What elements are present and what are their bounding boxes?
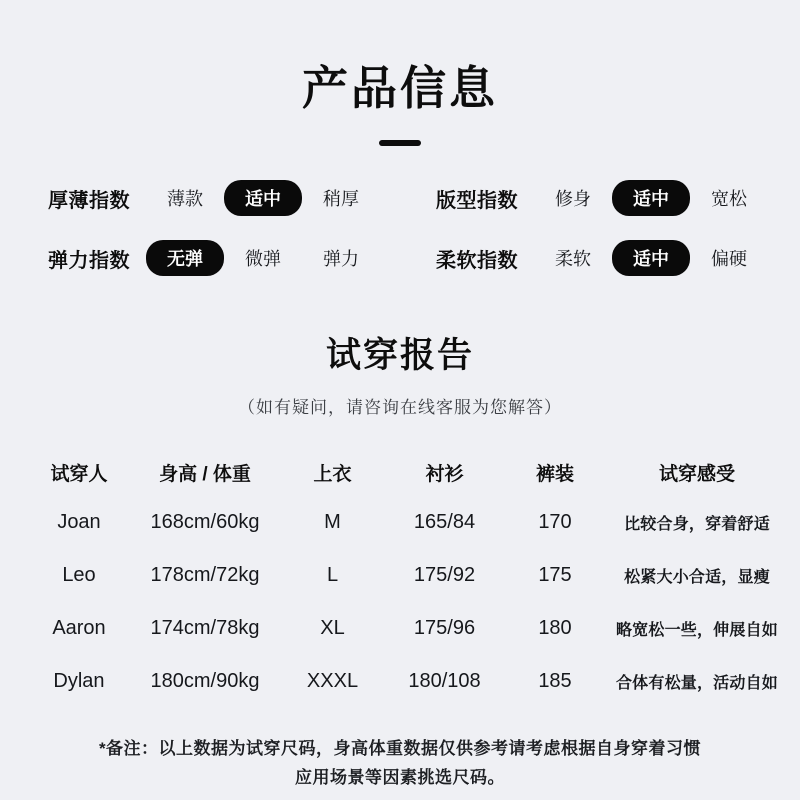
footnote xyxy=(0,734,800,792)
index-row xyxy=(0,168,800,228)
index-options xyxy=(534,180,768,216)
cell-pants: 185 xyxy=(538,670,572,692)
column-header-feel: 试穿感受 xyxy=(658,463,735,485)
title-dash-divider xyxy=(379,140,421,146)
index-option: 薄款 xyxy=(167,189,203,209)
index-option-selected: 适中 xyxy=(612,240,690,276)
index-section xyxy=(0,168,800,288)
index-options xyxy=(146,240,380,276)
index-option: 柔软 xyxy=(555,249,591,269)
table-row xyxy=(20,549,780,602)
fitting-report-table xyxy=(20,448,780,708)
column-header-tester: 试穿人 xyxy=(50,463,108,485)
column-header-height-weight: 身高 / 体重 xyxy=(159,463,251,485)
cell-tester: Aaron xyxy=(52,617,106,639)
index-options xyxy=(146,180,380,216)
index-option: 稍厚 xyxy=(323,189,359,209)
index-group-fit xyxy=(400,168,800,228)
cell-top: L xyxy=(326,564,339,586)
cell-tester: Leo xyxy=(62,564,96,586)
cell-pants: 180 xyxy=(538,617,572,639)
table-row xyxy=(20,602,780,655)
index-option: 微弹 xyxy=(245,249,281,269)
cell-tester: Joan xyxy=(57,511,101,533)
cell-shirt: 175/92 xyxy=(413,564,476,586)
cell-height-weight: 168cm/60kg xyxy=(150,511,260,533)
index-group-softness xyxy=(400,228,800,288)
table-row xyxy=(20,496,780,549)
cell-shirt: 180/108 xyxy=(408,670,481,692)
cell-tester: Dylan xyxy=(53,670,105,692)
cell-shirt: 165/84 xyxy=(413,511,476,533)
index-option: 修身 xyxy=(555,189,591,209)
column-header-pants: 裤装 xyxy=(535,463,574,485)
index-option: 弹力 xyxy=(323,249,359,269)
cell-feel: 松紧大小合适，显瘦 xyxy=(624,569,770,586)
cell-height-weight: 180cm/90kg xyxy=(150,670,260,692)
cell-pants: 175 xyxy=(538,564,572,586)
cell-height-weight: 174cm/78kg xyxy=(150,617,260,639)
index-group-thickness xyxy=(0,168,400,228)
cell-pants: 170 xyxy=(538,511,572,533)
index-label: 厚薄指数 xyxy=(48,189,130,212)
report-title: 试穿报告 xyxy=(325,336,474,375)
cell-top: M xyxy=(324,511,341,533)
index-option: 宽松 xyxy=(711,189,747,209)
column-header-top: 上衣 xyxy=(313,463,352,485)
index-options xyxy=(534,240,768,276)
report-subtitle: （如有疑问，请咨询在线客服为您解答） xyxy=(238,398,562,417)
cell-height-weight: 178cm/72kg xyxy=(150,564,260,586)
index-row xyxy=(0,228,800,288)
cell-shirt: 175/96 xyxy=(413,617,476,639)
index-option: 偏硬 xyxy=(711,249,747,269)
table-row xyxy=(20,655,780,708)
page-title: 产品信息 xyxy=(302,62,498,114)
cell-top: XL xyxy=(320,617,345,639)
index-group-elasticity xyxy=(0,228,400,288)
footnote-line1: *备注：以上数据为试穿尺码，身高体重数据仅供参考请考虑根据自身穿着习惯 xyxy=(98,739,702,758)
cell-feel: 比较合身，穿着舒适 xyxy=(624,516,770,533)
table-header-row xyxy=(20,448,780,496)
cell-top: XXXL xyxy=(306,670,359,692)
index-label: 柔软指数 xyxy=(436,249,518,272)
cell-feel: 合体有松量，活动自如 xyxy=(615,675,778,692)
footnote-line2: 应用场景等因素挑选尺码。 xyxy=(295,768,505,787)
index-option-selected: 无弹 xyxy=(146,240,224,276)
index-label: 版型指数 xyxy=(436,189,518,212)
column-header-shirt: 衬衫 xyxy=(425,463,464,485)
index-option-selected: 适中 xyxy=(612,180,690,216)
index-label: 弹力指数 xyxy=(48,249,130,272)
index-option-selected: 适中 xyxy=(224,180,302,216)
cell-feel: 略宽松一些，伸展自如 xyxy=(615,622,778,639)
